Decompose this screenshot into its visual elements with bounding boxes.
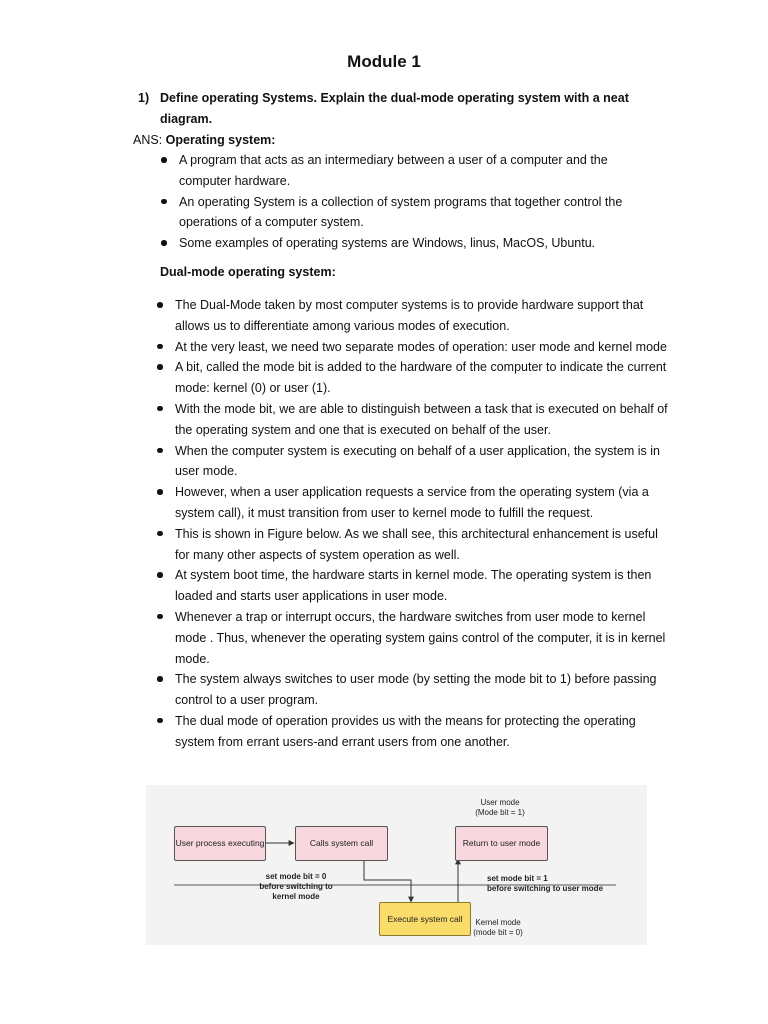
list-item: The dual mode of operation provides us with the means for protecting the operating system from errant users-and errant users from one another. bbox=[157, 711, 669, 753]
set-bit-1-line2: before switching to user mode bbox=[487, 884, 604, 893]
list-item: Some examples of operating systems are Windows, linus, MacOS, Ubuntu. bbox=[161, 233, 651, 254]
list-item: At the very least, we need two separate modes of operation: user mode and kernel mode bbox=[157, 337, 669, 358]
dual-mode-heading: Dual-mode operating system: bbox=[160, 265, 336, 279]
set-bit-0-line2: before switching to bbox=[259, 882, 333, 891]
set-mode-bit-1-label bbox=[487, 874, 627, 894]
execute-system-call-box bbox=[379, 902, 471, 936]
user-mode-text: User mode bbox=[480, 798, 520, 807]
kernel-mode-label bbox=[468, 918, 528, 938]
answer-heading bbox=[133, 130, 275, 151]
list-item: However, when a user application requests a service from the operating system (via a system call), it must transition from user to kernel mode to fulfill the request. bbox=[157, 482, 669, 524]
return-user-mode-box bbox=[455, 826, 548, 861]
arrow-call-to-execute bbox=[364, 859, 411, 902]
answer-prefix: ANS: bbox=[133, 133, 163, 147]
set-bit-0-line3: kernel mode bbox=[272, 892, 320, 901]
kernel-mode-bit-text: (mode bit = 0) bbox=[473, 928, 523, 937]
set-bit-0-line1: set mode bit = 0 bbox=[265, 872, 327, 881]
list-item: With the mode bit, we are able to distinguish between a task that is executed on behalf of the operating system and one that is executed on behalf of the user. bbox=[157, 399, 669, 441]
list-item: The Dual-Mode taken by most computer systems is to provide hardware support that allows us to differentiate among various modes of execution. bbox=[157, 295, 669, 337]
dual-mode-list bbox=[157, 295, 669, 753]
calls-system-call-box bbox=[295, 826, 388, 861]
page-title: Module 1 bbox=[347, 52, 421, 71]
set-bit-1-line1: set mode bit = 1 bbox=[487, 874, 548, 883]
list-item: A program that acts as an intermediary between a user of a computer and the computer hardware. bbox=[161, 150, 651, 192]
user-mode-bit-text: (Mode bit = 1) bbox=[475, 808, 525, 817]
execute-system-call-label: Execute system call bbox=[387, 913, 463, 924]
os-heading: Operating system: bbox=[165, 133, 276, 147]
question-number: 1) bbox=[138, 91, 150, 105]
list-item: The system always switches to user mode (by setting the mode bit to 1) before passing control to a user program. bbox=[157, 669, 669, 711]
list-item: An operating System is a collection of system programs that together control the operations of a computer system. bbox=[161, 192, 651, 234]
set-mode-bit-0-label bbox=[241, 872, 351, 902]
return-user-mode-label: Return to user mode bbox=[462, 838, 541, 848]
user-mode-label bbox=[464, 798, 536, 818]
os-definition-list bbox=[161, 150, 651, 254]
question bbox=[138, 88, 658, 129]
list-item: When the computer system is executing on behalf of a user application, the system is in user mode. bbox=[157, 441, 669, 483]
calls-system-call-label: Calls system call bbox=[309, 838, 374, 848]
user-process-box bbox=[174, 826, 266, 861]
dual-mode-diagram bbox=[146, 785, 647, 945]
user-process-label: User process executing bbox=[175, 838, 265, 848]
question-text: Define operating Systems. Explain the dual-mode operating system with a neat diagram. bbox=[160, 91, 629, 126]
list-item: Whenever a trap or interrupt occurs, the hardware switches from user mode to kernel mode . Thus, whenever the operating system gains control of the computer, it is in kernel mode. bbox=[157, 607, 669, 669]
kernel-mode-text: Kernel mode bbox=[475, 918, 521, 927]
list-item: A bit, called the mode bit is added to the hardware of the computer to indicate the current mode: kernel (0) or user (1). bbox=[157, 357, 669, 399]
list-item: At system boot time, the hardware starts in kernel mode. The operating system is then loaded and starts user applications in user mode. bbox=[157, 565, 669, 607]
list-item: This is shown in Figure below. As we shall see, this architectural enhancement is useful for many other aspects of system operation as well. bbox=[157, 524, 669, 566]
